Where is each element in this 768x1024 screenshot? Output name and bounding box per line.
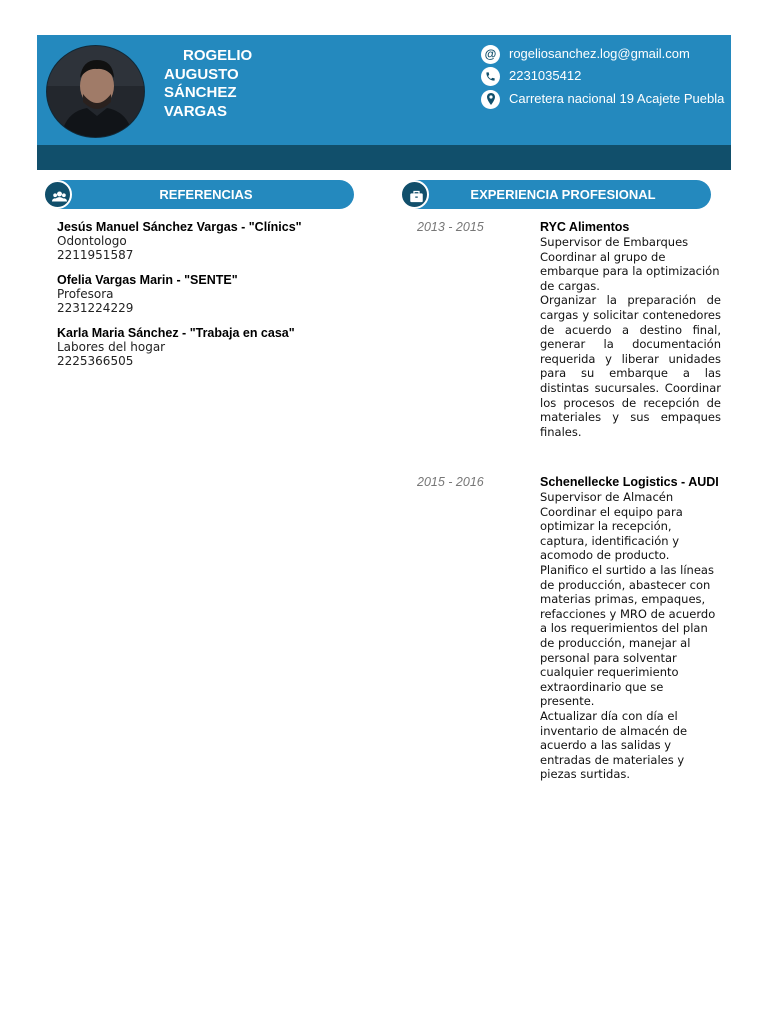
reference-item [57,273,238,315]
job-company: Schenellecke Logistics - AUDI [540,475,719,489]
email-icon: @ [481,45,500,64]
users-icon [43,180,72,209]
name-line-4: VARGAS [164,102,228,120]
reference-phone: 2211951587 [57,248,134,262]
header-band [37,145,731,170]
briefcase-icon [400,180,429,209]
reference-occupation: Profesora [57,287,114,301]
job-description: Planifico el surtido a las líneas de producción, abastecer con materias primas, empaques, refacciones y MRO de acuerdo a los requerimientos del plan de producción, manejar al personal para solventar cualquier requerimiento extraordinario que se presente. [540,562,716,709]
experience-title: EXPERIENCIA PROFESIONAL [470,187,656,202]
reference-occupation: Labores del hogar [57,340,166,354]
job-entry [540,220,721,439]
job-period: 2015 - 2016 [417,475,484,489]
reference-item [57,326,295,368]
reference-phone: 2231224229 [57,301,134,315]
job-description: Coordinar el equipo para optimizar la recepción, captura, identificación y acomodo de producto. [540,504,683,563]
phone-icon [481,67,500,86]
name-line-2: AUGUSTO [164,65,239,83]
reference-name: Jesús Manuel Sánchez Vargas - "Clínics" [57,220,302,234]
phone-text: 2231035412 [509,68,582,83]
reference-phone: 2225366505 [57,354,134,368]
job-period: 2013 - 2015 [417,220,484,234]
profile-photo [46,45,145,138]
location-pin-icon [481,90,500,109]
reference-occupation: Odontologo [57,234,127,248]
job-entry [540,475,721,782]
reference-item [57,220,302,262]
job-role: Supervisor de Almacén [540,490,674,504]
job-company: RYC Alimentos [540,220,630,234]
job-description: Actualizar día con día el inventario de almacén de acuerdo a las salidas y entradas de materiales y piezas surtidas. [540,708,688,782]
references-header [58,180,354,209]
name-line-1: ROGELIO [183,47,253,64]
experience-header [415,180,711,209]
references-title: REFERENCIAS [159,187,253,202]
reference-name: Karla Maria Sánchez - "Trabaja en casa" [57,326,295,340]
reference-name: Ofelia Vargas Marin - "SENTE" [57,273,238,287]
name-line-3: SÁNCHEZ [164,84,237,101]
job-description: Coordinar al grupo de embarque para la optimización de cargas. [540,249,720,293]
address-text: Carretera nacional 19 Acajete Puebla [509,91,725,106]
job-description: Organizar la preparación de cargas y solicitar contenedores de acuerdo a destino final, generar la documentación requerida y liberar unidades para su embarque a las distintas sucursales. Coordinar los procesos de recepción de materiales y sus empaques finales. [540,293,721,439]
full-name [164,47,284,121]
job-role: Supervisor de Embarques [540,235,689,249]
email-text: rogeliosanchez.log@gmail.com [509,46,690,61]
